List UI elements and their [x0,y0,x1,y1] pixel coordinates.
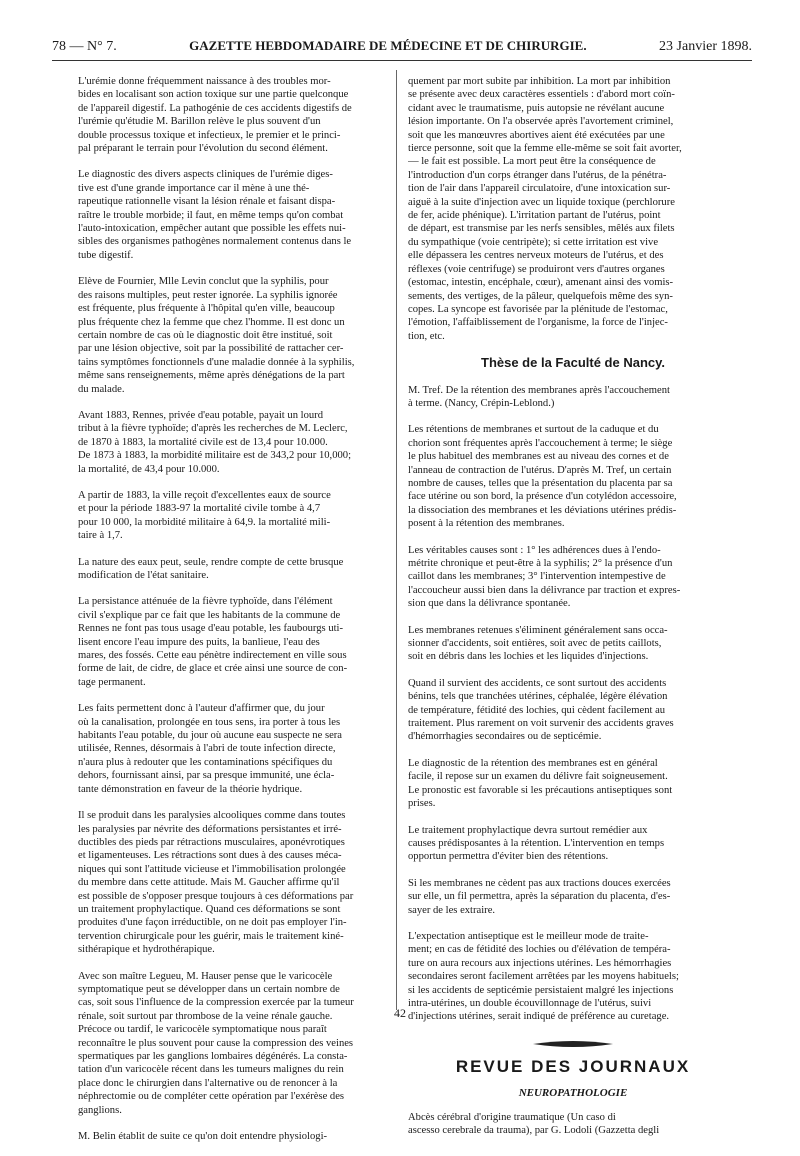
these-paragraph [408,624,738,664]
text-line: La persistance atténuée de la fièvre typhoïde, dans l'élément [78,596,333,608]
text-line: forme de lait, de cidre, de glace et crée ainsi une source de con- [78,663,348,675]
text-line: rénale, soit surtout par thrombose de la veine rénale gauche. [78,1010,333,1022]
text-line: habitants l'eau potable, du jour où aucune eau suspecte ne sera [78,730,343,742]
text-line: ment; en cas de fétidité des lochies ou d'élévation de tempéra- [408,944,671,956]
text-line: Le diagnostic de la rétention des membranes est en général [408,757,658,769]
text-line: place donc le chirurgien dans l'alternative ou de renoncer à la [78,1077,338,1089]
text-line: tribut à la fièvre typhoïde; d'après les recherches de M. Leclerc, [78,423,348,435]
text-line: raître le trouble morbide; il faut, en même temps qu'on combat [78,209,344,221]
text-line: double processus toxique et infectieux, le premier et le princi- [78,129,341,141]
left-column [78,75,388,1156]
page-number: 42 [394,1006,406,1020]
text-line: M. Belin établit de suite ce qu'on doit entendre physiologi- [78,1131,328,1143]
article-paragraph [408,1111,738,1138]
text-line: posent à la rétention des membranes. [408,518,565,530]
text-line: Quand il survient des accidents, ce sont surtout des accidents [408,677,667,689]
text-line: à terme. (Nancy, Crépin-Leblond.) [408,397,555,409]
text-line: tion de l'air dans l'appareil circulatoire, d'une intoxication sur- [408,183,671,195]
text-line: Elève de Fournier, Mlle Levin conclut que la syphilis, pour [78,276,329,288]
text-line: se présente avec deux caractères essentiels : d'abord mort coïn- [408,89,675,101]
text-line: prises. [408,798,436,810]
text-line: sithérapique et hydrothérapique. [78,944,215,956]
text-line: Si les membranes ne cèdent pas aux tractions douces exercées [408,877,671,889]
text-line: tation d'un varicocèle récent dans les tumeurs malignes du rein [78,1064,344,1076]
body-paragraph [78,809,388,956]
text-line: du membre dans cette attitude. Mais M. Gaucher affirme qu'il [78,877,340,889]
text-line: d'injections utérines, serait indiqué de préférence au curetage. [408,1011,670,1023]
revue-title: REVUE DES JOURNAUX [455,1056,691,1076]
text-line: d'hémorrhagies secondaires ou de septicémie. [408,731,602,743]
these-paragraph [408,824,738,864]
text-line: tube digestif. [78,249,134,261]
body-paragraph [78,970,388,1117]
text-line: soit en débris dans les lochies et les liquides d'injections. [408,651,649,663]
text-line: A partir de 1883, la ville reçoit d'excellentes eaux de source [78,489,331,501]
text-line: tion, etc. [408,330,445,342]
text-line: tains symptômes fonctionnels d'une maladie donnée à la syphilis, [78,356,355,368]
text-line: même sans renseignements, même après dénégations de la part [78,370,345,382]
text-line: bénins, tels que tranchées utérines, céphalée, légère élévation [408,691,668,703]
journal-title: GAZETTE HEBDOMADAIRE DE MÉDECINE ET DE CHIRURGIE. [189,38,587,53]
text-line: mares, des fossés. Cette eau pénètre indirectement en ville sous [78,650,347,662]
text-line: l'anneau de contraction de l'utérus. D'après M. Tref, un certain [408,464,672,476]
text-line: néphrectomie ou de compléter cette opération par l'exérèse des [78,1091,345,1103]
ornament-divider-icon [533,1040,613,1048]
text-line: causes prédisposantes à la rétention. L'intervention en temps [408,837,665,849]
text-line: produites d'une façon irréductible, on ne doit pas employer l'in- [78,917,347,929]
text-line: où la canalisation, prolongée en tous sens, ira porter à tous les [78,716,341,728]
text-line: ductibles des pieds par rétractions musculaires, aponévrotiques [78,836,345,848]
these-paragraph [408,757,738,811]
text-line: les paralysies par névrite des déformations persistantes et irré- [78,823,342,835]
text-line: sur elle, un fil permettra, après la séparation du placenta, d'es- [408,891,671,903]
page-header [52,38,752,61]
these-paragraph [408,544,738,611]
text-line: tervention chirurgicale pour les guérir, mais le traitement kiné- [78,930,344,942]
text-line: sements, des vertiges, de la pâleur, quelquefois même des syn- [408,290,673,302]
text-line: tierce personne, soit que la femme elle-même se soit fait avorter, [408,143,682,155]
body-paragraph [78,702,388,796]
these-paragraph [408,877,738,917]
text-line: sion que dans la délivrance spontanée. [408,598,571,610]
text-line: la mortalité, de 43,4 pour 10.000. [78,463,220,475]
text-line: un traitement prophylactique. Quand ces déformations se sont [78,903,341,915]
text-line: dehors, fournissant ainsi, par sa presque immunité, une écla- [78,770,335,782]
these-paragraph [408,677,738,744]
text-line: Rennes ne font pas tous usage d'eau potable, les faubourgs uti- [78,623,344,635]
text-line: cidant avec le traumatisme, puis autopsie ne révélant aucune [408,102,665,114]
inhibition-paragraph [408,75,738,343]
text-line: elle dépassera les centres nerveux moteurs de l'utérus, et des [408,250,664,262]
text-line: intra-utérines, un double écouvillonnage de l'utérus, suivi [408,997,652,1009]
text-line: si les accidents de septicémie persistaient malgré les injections [408,984,674,996]
text-line: taire à 1,7. [78,530,123,542]
text-line: de température, fétidité des lochies, qui cèdent facilement au [408,704,666,716]
text-line: utilisée, Rennes, désormais à l'abri de toute infection directe, [78,743,336,755]
text-line: quement par mort subite par inhibition. La mort par inhibition [408,76,671,87]
text-line: De 1873 à 1883, la morbidité militaire est de 343,2 pour 10,000; [78,450,352,462]
text-line: Le traitement prophylactique devra surtout remédier aux [408,824,648,836]
text-line: caillot dans les membranes; 3° l'intervention intempestive de [408,571,666,583]
body-paragraph [78,1130,388,1143]
text-line: modification de l'état sanitaire. [78,570,209,581]
text-line: ganglions. [78,1104,122,1116]
text-line: pour 10 000, la morbidité militaire à 64,9. la mortalité mili- [78,516,331,528]
text-line: l'urémie qu'étudie M. Barillon relève le plus souvent d'un [78,116,321,128]
body-paragraph [78,168,388,262]
text-line: n'aura plus à redouter que les contaminations spécifiques du [78,756,333,768]
text-line: métrite chronique et peut-être à la syphilis; 2° la présence d'un [408,558,673,569]
text-line: Le pronostic est favorable si les précautions antiseptiques sont [408,784,673,796]
text-line: opportun permettra d'éviter bien des rétentions. [408,851,609,863]
text-line: chorion sont fréquentes après l'accouchement à terme; le siège [408,437,673,449]
text-line: soit que les manœuvres abortives aient été exécutées par une [408,129,665,141]
these-section-title: Thèse de la Faculté de Nancy. [481,355,665,371]
text-line: face utérine ou son bord, la présence d'un cotylédon accessoire, [408,491,677,503]
text-line: Les membranes retenues s'éliminent généralement sans occa- [408,624,668,636]
text-line: Les faits permettent donc à l'auteur d'affirmer que, du jour [78,703,325,715]
text-line: lésion importante. On l'a observée après l'avortement criminel, [408,116,674,128]
text-line: L'expectation antiseptique est le meilleur mode de traite- [408,930,649,942]
right-column [408,75,738,1143]
text-line: est fréquente, plus fréquente à l'hôpital qu'en ville, beaucoup [78,303,335,315]
text-line: Le diagnostic des divers aspects cliniques de l'urémie diges- [78,169,333,181]
text-line: le plus habituel des membranes est au niveau des cornes et de [408,451,669,463]
text-line: est possible de s'opposer presque toujours à ces déformations par [78,890,354,902]
text-line: aiguë à la suite d'injection avec un liquide toxique (perchlorure [408,196,675,208]
text-line: par une lésion objective, soit par la possibilité de rattacher cer- [78,343,344,355]
text-line: Précoce ou tardif, le varicocèle symptomatique nous paraît [78,1024,327,1036]
text-line: ture on aura recours aux injections utérines. Les hémorrhagies [408,957,672,969]
text-line: L'urémie donne fréquemment naissance à des troubles mor- [78,76,331,87]
body-paragraph [78,409,388,476]
page-reference: 78 — N° 7. [52,39,117,54]
text-line: nombre de causes, telles que la présentation du placenta par sa [408,477,673,489]
text-line: — le fait est possible. La mort peut être la conséquence de [408,156,656,168]
text-line: Il se produit dans les paralysies alcooliques comme dans toutes [78,810,346,822]
text-line: l'auto-intoxication, empêcher autant que possible les effets nui- [78,223,346,235]
text-line: certain nombre de cas où le diagnostic doit être institué, soit [78,329,333,341]
body-paragraph [78,556,388,583]
text-line: tante démonstration en faveur de la théorie hydrique. [78,783,303,795]
text-line: la dissociation des membranes et les déviations utérines prédis- [408,504,677,516]
these-paragraph [408,423,738,530]
text-line: de départ, est transmise par les nerfs sensibles, mêlés aux filets [408,223,675,235]
text-line: réflexes (voie centrifuge) se produiront vers d'autres organes [408,263,665,275]
text-line: des raisons multiples, peut rester ignorée. La syphilis ignorée [78,289,338,301]
these-section-body [408,384,738,1024]
text-line: de fer, acide phénique). L'irritation partant de l'utérus, point [408,210,661,222]
issue-date: 23 Janvier 1898. [659,39,752,54]
text-line: du malade. [78,383,125,395]
text-line: l'accoucheur aussi bien dans la délivrance par traction et expres- [408,584,681,596]
text-line: rapeutique rationnelle visant la lésion rénale et faisant dispa- [78,196,336,208]
text-line: Abcès cérébral d'origine traumatique (Un caso di [408,1111,616,1123]
text-line: Avec son maître Legueu, M. Hauser pense que le varicocèle [78,970,333,982]
text-line: (estomac, intestin, encéphale, cœur), amenant ainsi des vomis- [408,277,674,289]
text-line: et pour la période 1883-97 la mortalité civile tombe à 4,7 [78,503,321,515]
text-line: copes. La syncope est favorisée par la plénitude de l'estomac, [408,303,668,315]
body-paragraph [78,75,388,155]
text-line: sionner d'accidents, soit entières, soit avec de petits caillots, [408,638,662,650]
text-line: spermatiques par les ganglions lombaires dégénérés. La consta- [78,1051,348,1062]
body-paragraph [78,595,388,689]
text-line: cas, soit sous l'influence de la compression exercée par la tumeur [78,997,354,1009]
text-line: M. Tref. De la rétention des membranes après l'accouchement [408,384,670,396]
text-line: de 1870 à 1883, la mortalité civile est de 13,4 pour 10.000. [78,436,328,448]
these-paragraph [408,384,738,411]
text-line: symptomatique peut se développer dans un certain nombre de [78,983,340,995]
text-line: ascesso cerebrale da trauma), par G. Lodoli (Gazzetta degli [408,1125,660,1136]
text-line: et ligamenteuses. Les rétractions sont dues à des causes méca- [78,850,342,862]
text-line: facile, il repose sur un examen du délivre fait soigneusement. [408,771,668,783]
text-line: tive est d'une grande importance car il mène à une thé- [78,182,310,194]
column-divider [396,70,397,1010]
text-line: de l'appareil digestif. La pathogénie de ces accidents digestifs de [78,102,352,114]
text-line: tage permanent. [78,676,146,688]
text-line: reconnaître le plus souvent pour cause la compression des veines [78,1037,354,1049]
text-line: La nature des eaux peut, seule, rendre compte de cette brusque [78,556,344,568]
text-line: Les véritables causes sont : 1° les adhérences dues à l'endo- [408,544,661,556]
text-line: niques qui sont l'attitude vicieuse et l'immobilisation prolongée [78,863,346,875]
body-paragraph [78,489,388,543]
text-line: l'introduction d'un corps étranger dans l'utérus, de la pénétra- [408,169,667,181]
text-line: Les rétentions de membranes et surtout de la caduque et du [408,424,659,436]
text-line: sayer de les extraire. [408,904,496,916]
text-line: du sympathique (voie centripète); si cette irritation est vive [408,236,659,248]
text-line: plus fréquente chez la femme que chez l'homme. Il est donc un [78,316,345,328]
subsection-title: NEUROPATHOLOGIE [518,1087,628,1100]
text-line: Avant 1883, Rennes, privée d'eau potable, payait un lourd [78,409,324,421]
text-line: bides en localisant son action toxique sur une partie quelconque [78,89,349,101]
body-paragraph [78,275,388,396]
text-line: pal préparant le terrain pour l'évolution du second élément. [78,143,328,155]
text-line: sibles des organismes pathogènes normalement contenus dans le [78,236,352,248]
text-line: traitement. Plus rarement on voit survenir des accidents graves [408,718,674,730]
text-line: l'émotion, l'affaiblissement de l'organisme, la force de l'injec- [408,317,668,329]
text-line: secondaires seront facilement arrêtées par les moyens habituels; [408,971,679,983]
text-line: lisent encore l'eau impure des puits, la banlieue, l'eau des [78,636,320,648]
text-line: civil s'explique par ce fait que les habitants de la commune de [78,609,341,621]
